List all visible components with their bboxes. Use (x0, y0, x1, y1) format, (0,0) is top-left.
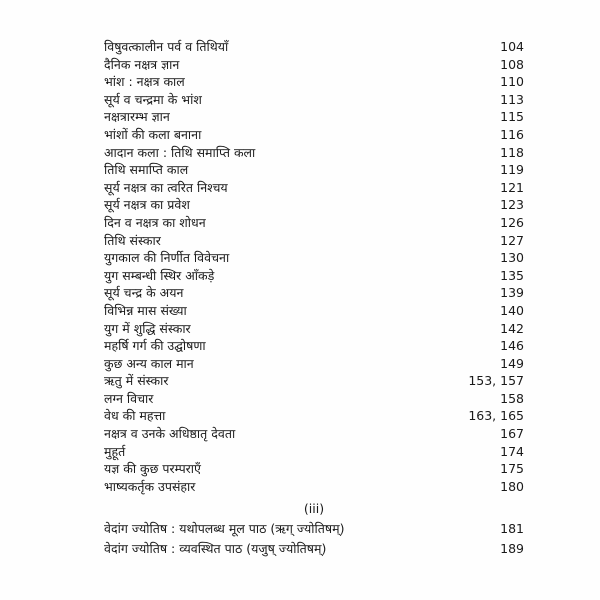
toc-entry-title: सूर्य व चन्द्रमा के भांश (104, 91, 202, 107)
toc-entry-page: 149 (500, 355, 524, 371)
toc-entry-title: दिन व नक्षत्र का शोधन (104, 214, 206, 230)
toc-entry-page: 175 (500, 461, 524, 477)
toc-entry-title: सूर्य नक्षत्र का त्वरित निश्चय (104, 179, 228, 195)
toc-entry-title: मुहूर्त (104, 443, 126, 459)
toc-entry (104, 56, 524, 74)
toc-entry (104, 267, 524, 285)
toc-entry-page: 167 (500, 426, 524, 442)
toc-entry-page: 130 (500, 250, 524, 266)
toc-entry (104, 372, 524, 390)
toc-entry-page: 139 (500, 285, 524, 301)
toc-entry (104, 539, 524, 559)
toc-entry (104, 390, 524, 408)
toc-entry-page: 135 (500, 267, 524, 283)
toc-entry-page: 189 (500, 541, 524, 557)
toc-entry-title: वेदांग ज्योतिष : यथोपलब्ध मूल पाठ (ऋग् ज्योतिषम्) (104, 521, 345, 537)
toc-entry-page: 126 (500, 214, 524, 230)
toc-entry-title: यज्ञ की कुछ परम्पराएँ (104, 461, 201, 477)
toc-entry-title: वेध की महत्ता (104, 408, 166, 424)
toc-entry (104, 407, 524, 425)
toc-entry-title: महर्षि गर्ग की उद्घोषणा (104, 338, 206, 354)
section-marker: (iii) (303, 501, 325, 517)
toc-entry-title: नक्षत्रारम्भ ज्ञान (104, 109, 170, 125)
toc-entry-title: आदान कला : तिथि समाप्ति कला (104, 144, 256, 160)
toc-entry-page: 127 (500, 232, 524, 248)
toc-entry (104, 38, 524, 56)
toc-entry-page: 113 (500, 91, 524, 107)
table-of-contents (104, 38, 524, 559)
toc-entry-page: 110 (500, 74, 524, 90)
toc-entry (104, 232, 524, 250)
toc-appendix (104, 519, 524, 559)
toc-entry (104, 179, 524, 197)
toc-entry-title: युगकाल की निर्णीत विवेचना (104, 250, 230, 266)
toc-entry (104, 144, 524, 162)
toc-entry (104, 196, 524, 214)
toc-entry (104, 214, 524, 232)
toc-entry-page: 142 (500, 320, 524, 336)
toc-entry (104, 91, 524, 109)
toc-entry (104, 425, 524, 443)
toc-entry (104, 284, 524, 302)
toc-entry-title: तिथि समाप्ति काल (104, 162, 189, 178)
toc-entry-page: 104 (500, 39, 524, 54)
toc-entry-title: विषुवत्कालीन पर्व व तिथियाँ (104, 39, 229, 54)
toc-entries (104, 38, 524, 495)
toc-entry-title: वेदांग ज्योतिष : व्यवस्थित पाठ (यजुष् ज्योतिषम्) (104, 541, 327, 557)
toc-entry-title: दैनिक नक्षत्र ज्ञान (104, 56, 180, 72)
toc-entry-title: नक्षत्र व उनके अधिष्ठातृ देवता (104, 426, 236, 442)
toc-entry-title: कुछ अन्य काल मान (104, 355, 194, 371)
toc-entry-page: 158 (500, 390, 524, 406)
toc-entry-page: 181 (500, 521, 524, 537)
toc-entry (104, 249, 524, 267)
toc-entry (104, 519, 524, 539)
toc-entry-title: तिथि संस्कार (104, 232, 161, 248)
toc-entry-page: 140 (500, 302, 524, 318)
toc-entry-page: 180 (500, 478, 524, 494)
toc-entry (104, 337, 524, 355)
toc-entry-title: सूर्य नक्षत्र का प्रवेश (104, 197, 190, 213)
toc-entry (104, 320, 524, 338)
toc-entry-page: 121 (500, 179, 524, 195)
toc-entry-title: भांश : नक्षत्र काल (104, 74, 185, 90)
toc-entry-page: 153, 157 (468, 373, 524, 389)
toc-entry-title: युग सम्बन्धी स्थिर आँकड़े (104, 267, 215, 283)
toc-entry (104, 302, 524, 320)
toc-entry (104, 108, 524, 126)
toc-entry (104, 478, 524, 496)
toc-entry-page: 118 (500, 144, 524, 160)
toc-entry (104, 126, 524, 144)
toc-entry-title: भांशों की कला बनाना (104, 126, 202, 142)
toc-entry-title: भाष्यकर्तृक उपसंहार (104, 478, 196, 494)
toc-entry-page: 115 (500, 109, 524, 125)
toc-entry-title: सूर्य चन्द्र के अयन (104, 285, 184, 301)
toc-entry-title: युग में शुद्धि संस्कार (104, 320, 191, 336)
toc-entry-page: 146 (500, 338, 524, 354)
toc-entry-title: ऋतु में संस्कार (104, 373, 169, 389)
toc-entry-title: लग्न विचार (104, 390, 154, 406)
toc-entry-page: 108 (500, 56, 524, 72)
toc-entry (104, 161, 524, 179)
toc-entry-title: विभिन्न मास संख्या (104, 302, 187, 318)
toc-entry (104, 460, 524, 478)
toc-entry-page: 119 (500, 162, 524, 178)
toc-entry-page: 123 (500, 197, 524, 213)
toc-entry (104, 443, 524, 461)
toc-entry-page: 116 (500, 126, 524, 142)
toc-entry-page: 163, 165 (468, 408, 524, 424)
toc-entry (104, 355, 524, 373)
toc-entry (104, 73, 524, 91)
toc-entry-page: 174 (500, 443, 524, 459)
